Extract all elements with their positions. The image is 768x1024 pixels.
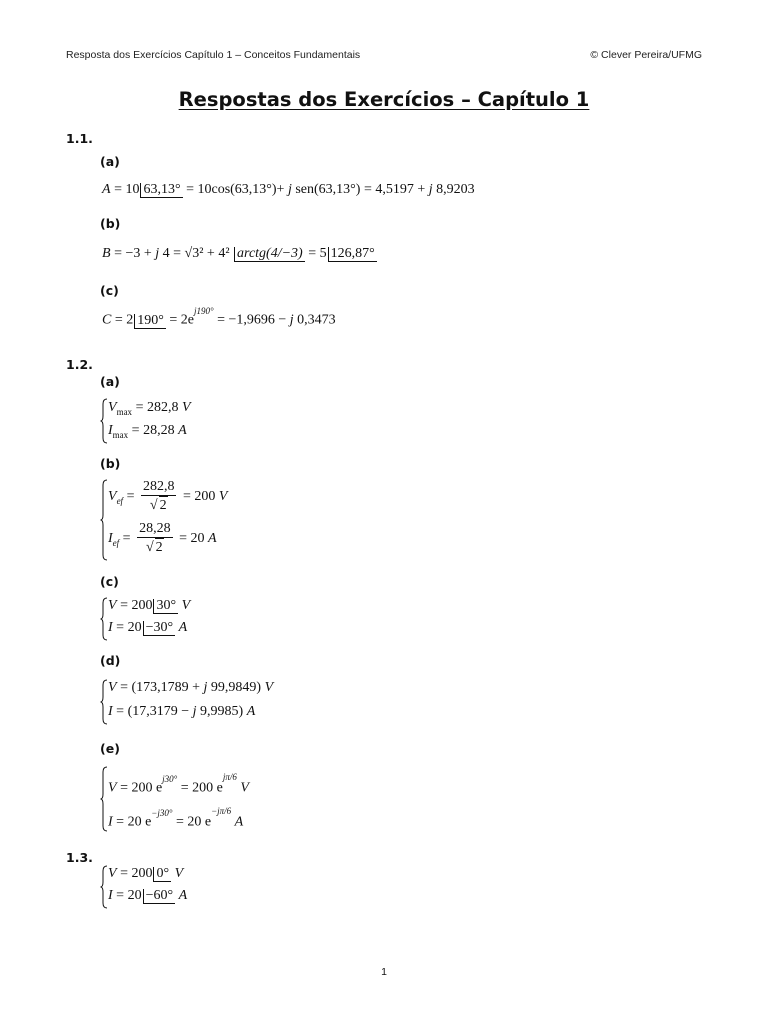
item-b-label: (b) [100, 216, 121, 231]
item-b-label: (b) [100, 456, 121, 471]
section-1-1-number: 1.1. [66, 131, 93, 146]
section-1-3-number: 1.3. [66, 850, 93, 865]
brace-icon [100, 398, 108, 444]
equation-1-1-a: A = 10 63,13° = 10cos(63,13°)+ j sen(63,13°) = 4,5197 + j 8,9203 [102, 182, 475, 197]
page-number: 1 [381, 966, 387, 978]
header-left: Resposta dos Exercícios Capítulo 1 – Conceitos Fundamentais [66, 49, 361, 61]
brace-icon [100, 865, 108, 909]
equation-system-1-2-b: $V_{ef}$ = $\frac{282,8}{√ 2}$ = 200 V $I_{ef}$ = $\frac{28,28}{√ 2}$ = 20 A [100, 479, 320, 561]
equation-system-1-2-c: V = 200 30° V I = 20 −30° A [100, 597, 300, 641]
item-a-label: (a) [100, 154, 120, 169]
item-e-label: (e) [100, 741, 120, 756]
item-a-label: (a) [100, 374, 120, 389]
section-1-2-number: 1.2. [66, 357, 93, 372]
item-d-label: (d) [100, 653, 121, 668]
page-title: Respostas dos Exercícios – Capítulo 1 [178, 88, 590, 111]
brace-icon [100, 597, 108, 641]
item-c-label: (c) [100, 574, 119, 589]
equation-system-1-2-d: V = (173,1789 + j 99,9849) V I = (17,3179 − j 9,9985) A [100, 679, 340, 725]
equation-1-1-b: B = −3 + j 4 = √3² + 4² arctg(4/−3) = 5 126,87° [102, 246, 375, 261]
header-right: © Clever Pereira/UFMG [590, 49, 702, 61]
brace-icon [100, 479, 108, 561]
brace-icon [100, 766, 108, 832]
equation-system-1-3: V = 200 0° V I = 20 −60° A [100, 865, 300, 909]
item-c-label: (c) [100, 283, 119, 298]
equation-1-1-c: C = 2 $190^\circ = 2e^{j190^\circ} = -1,9696 - j$ 0,3473 [102, 306, 336, 328]
equation-system-1-2-e: V = 200 $e^{j30^\circ} = 200$ $e^{j\pi/6}$ V I = 20 $e^{-j30^\circ} = 20$ $e^{-j\pi/6}$ A [100, 766, 330, 832]
equation-system-1-2-a: $V_{max} = 282,8$ V $I_{max} = 28,28$ A [100, 398, 300, 444]
brace-icon [100, 679, 108, 725]
